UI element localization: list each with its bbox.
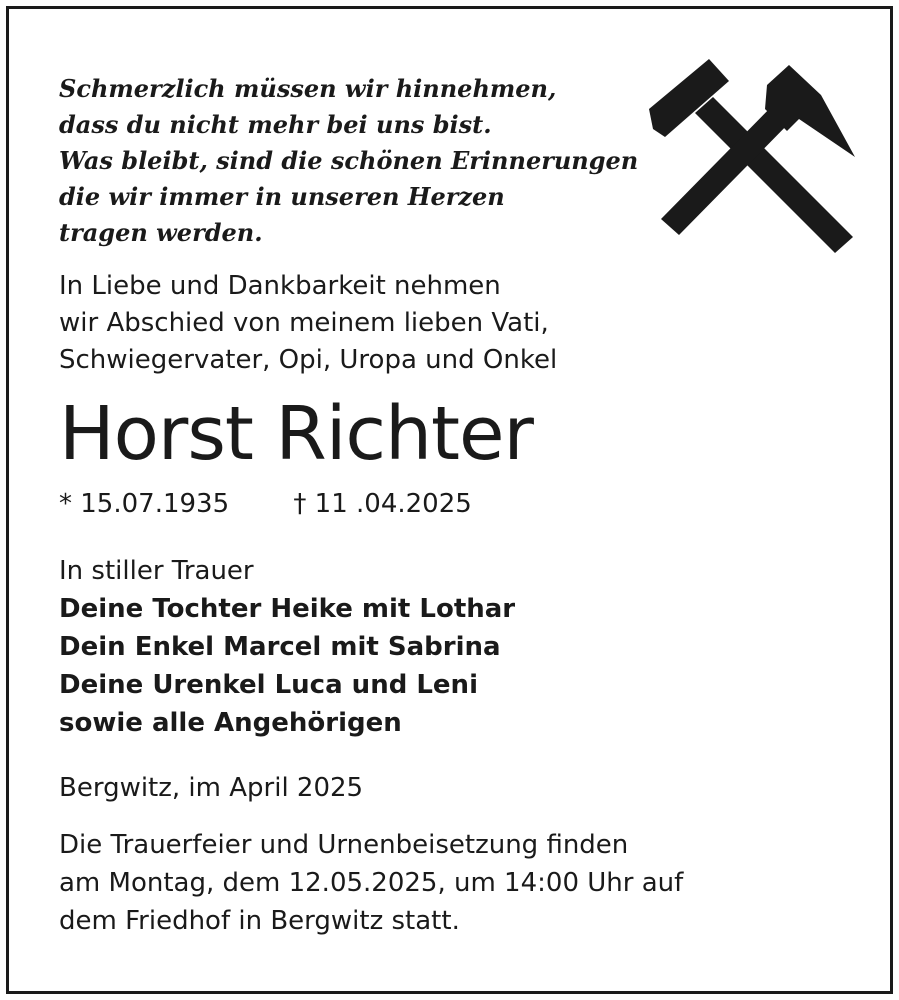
- intro-line: Schwiegervater, Opi, Uropa und Onkel: [59, 345, 558, 375]
- memorial-poem: [59, 71, 859, 251]
- obituary-content: [59, 71, 859, 940]
- poem-line: tragen werden.: [59, 218, 263, 247]
- poem-line: Was bleibt, sind die schönen Erinnerungen: [59, 146, 639, 175]
- mourners-heading: In stiller Trauer: [59, 556, 254, 586]
- funeral-info: [59, 826, 859, 940]
- mourner-entry: Dein Enkel Marcel mit Sabrina: [59, 632, 501, 662]
- mourners-list: [59, 552, 859, 742]
- mourner-entry: Deine Tochter Heike mit Lothar: [59, 594, 516, 624]
- deceased-name: Horst Richter: [59, 391, 533, 477]
- obituary-frame: [6, 6, 893, 994]
- life-dates: [59, 486, 859, 522]
- intro-line: wir Abschied von meinem lieben Vati,: [59, 308, 549, 338]
- poem-line: die wir immer in unseren Herzen: [59, 182, 505, 211]
- death-date: † 11 .04.2025: [293, 489, 472, 519]
- funeral-info-line: Die Trauerfeier und Urnenbeisetzung finden: [59, 830, 629, 860]
- mourner-entry: Deine Urenkel Luca und Leni: [59, 670, 478, 700]
- poem-line: Schmerzlich müssen wir hinnehmen,: [59, 74, 557, 103]
- birth-date: * 15.07.1935: [59, 489, 230, 519]
- place-and-date: Bergwitz, im April 2025: [59, 773, 364, 803]
- intro-line: In Liebe und Dankbarkeit nehmen: [59, 271, 501, 301]
- funeral-info-line: dem Friedhof in Bergwitz statt.: [59, 906, 460, 936]
- mourner-entry: sowie alle Angehörigen: [59, 708, 402, 738]
- poem-line: dass du nicht mehr bei uns bist.: [59, 110, 492, 139]
- farewell-intro: [59, 268, 859, 379]
- funeral-info-line: am Montag, dem 12.05.2025, um 14:00 Uhr auf: [59, 868, 684, 898]
